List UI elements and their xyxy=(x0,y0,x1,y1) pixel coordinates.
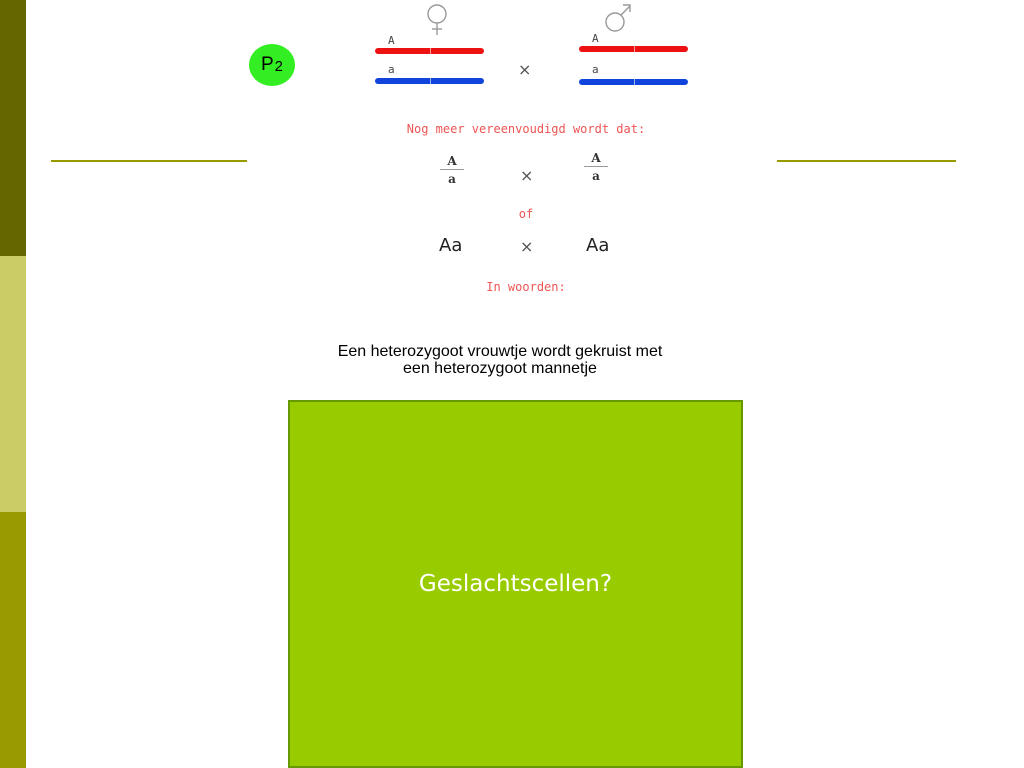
fraction-numerator: A xyxy=(591,151,601,165)
female-genotype: Aa xyxy=(439,235,463,256)
caption-or: of xyxy=(518,207,534,221)
male-allele-bottom: a xyxy=(592,63,599,76)
side-band-light xyxy=(0,256,26,512)
female-genotype-fraction xyxy=(440,154,464,186)
male-chromosome-dominant xyxy=(579,46,688,52)
female-chromosome-recessive xyxy=(375,78,484,84)
male-genotype-fraction xyxy=(584,151,608,183)
p2-subscript: 2 xyxy=(274,57,284,75)
male-genotype: Aa xyxy=(586,235,610,256)
cross-description-line-1: Een heterozygoot vrouwtje wordt gekruist met xyxy=(337,343,663,360)
fraction-bar xyxy=(440,169,464,170)
divider-left xyxy=(51,160,247,162)
p2-label: P xyxy=(260,54,274,75)
gametes-box-label: Geslachtscellen? xyxy=(418,570,613,597)
fraction-bar xyxy=(584,166,608,167)
male-allele-top: A xyxy=(592,32,599,45)
p2-badge xyxy=(249,44,295,86)
fraction-denominator: a xyxy=(592,169,600,183)
fraction-numerator: A xyxy=(447,154,457,168)
cross-description xyxy=(300,343,700,377)
cross-description-line-2: een heterozygoot mannetje xyxy=(403,360,597,377)
cross-sign-genotype: × xyxy=(520,237,534,256)
divider-right xyxy=(777,160,956,162)
caption-in-words: In woorden: xyxy=(486,280,566,294)
caption-simplified: Nog meer vereenvoudigd wordt dat: xyxy=(406,122,646,136)
side-band-mid xyxy=(0,512,26,768)
cross-sign-fraction: × xyxy=(520,166,534,185)
male-symbol-icon xyxy=(600,2,634,36)
fraction-denominator: a xyxy=(448,172,456,186)
female-chromosome-dominant xyxy=(375,48,484,54)
female-symbol-icon xyxy=(424,2,450,38)
female-allele-bottom: a xyxy=(388,63,395,76)
female-allele-top: A xyxy=(388,34,395,47)
male-chromosome-recessive xyxy=(579,79,688,85)
gametes-box[interactable] xyxy=(288,400,743,768)
cross-sign: × xyxy=(518,60,532,79)
